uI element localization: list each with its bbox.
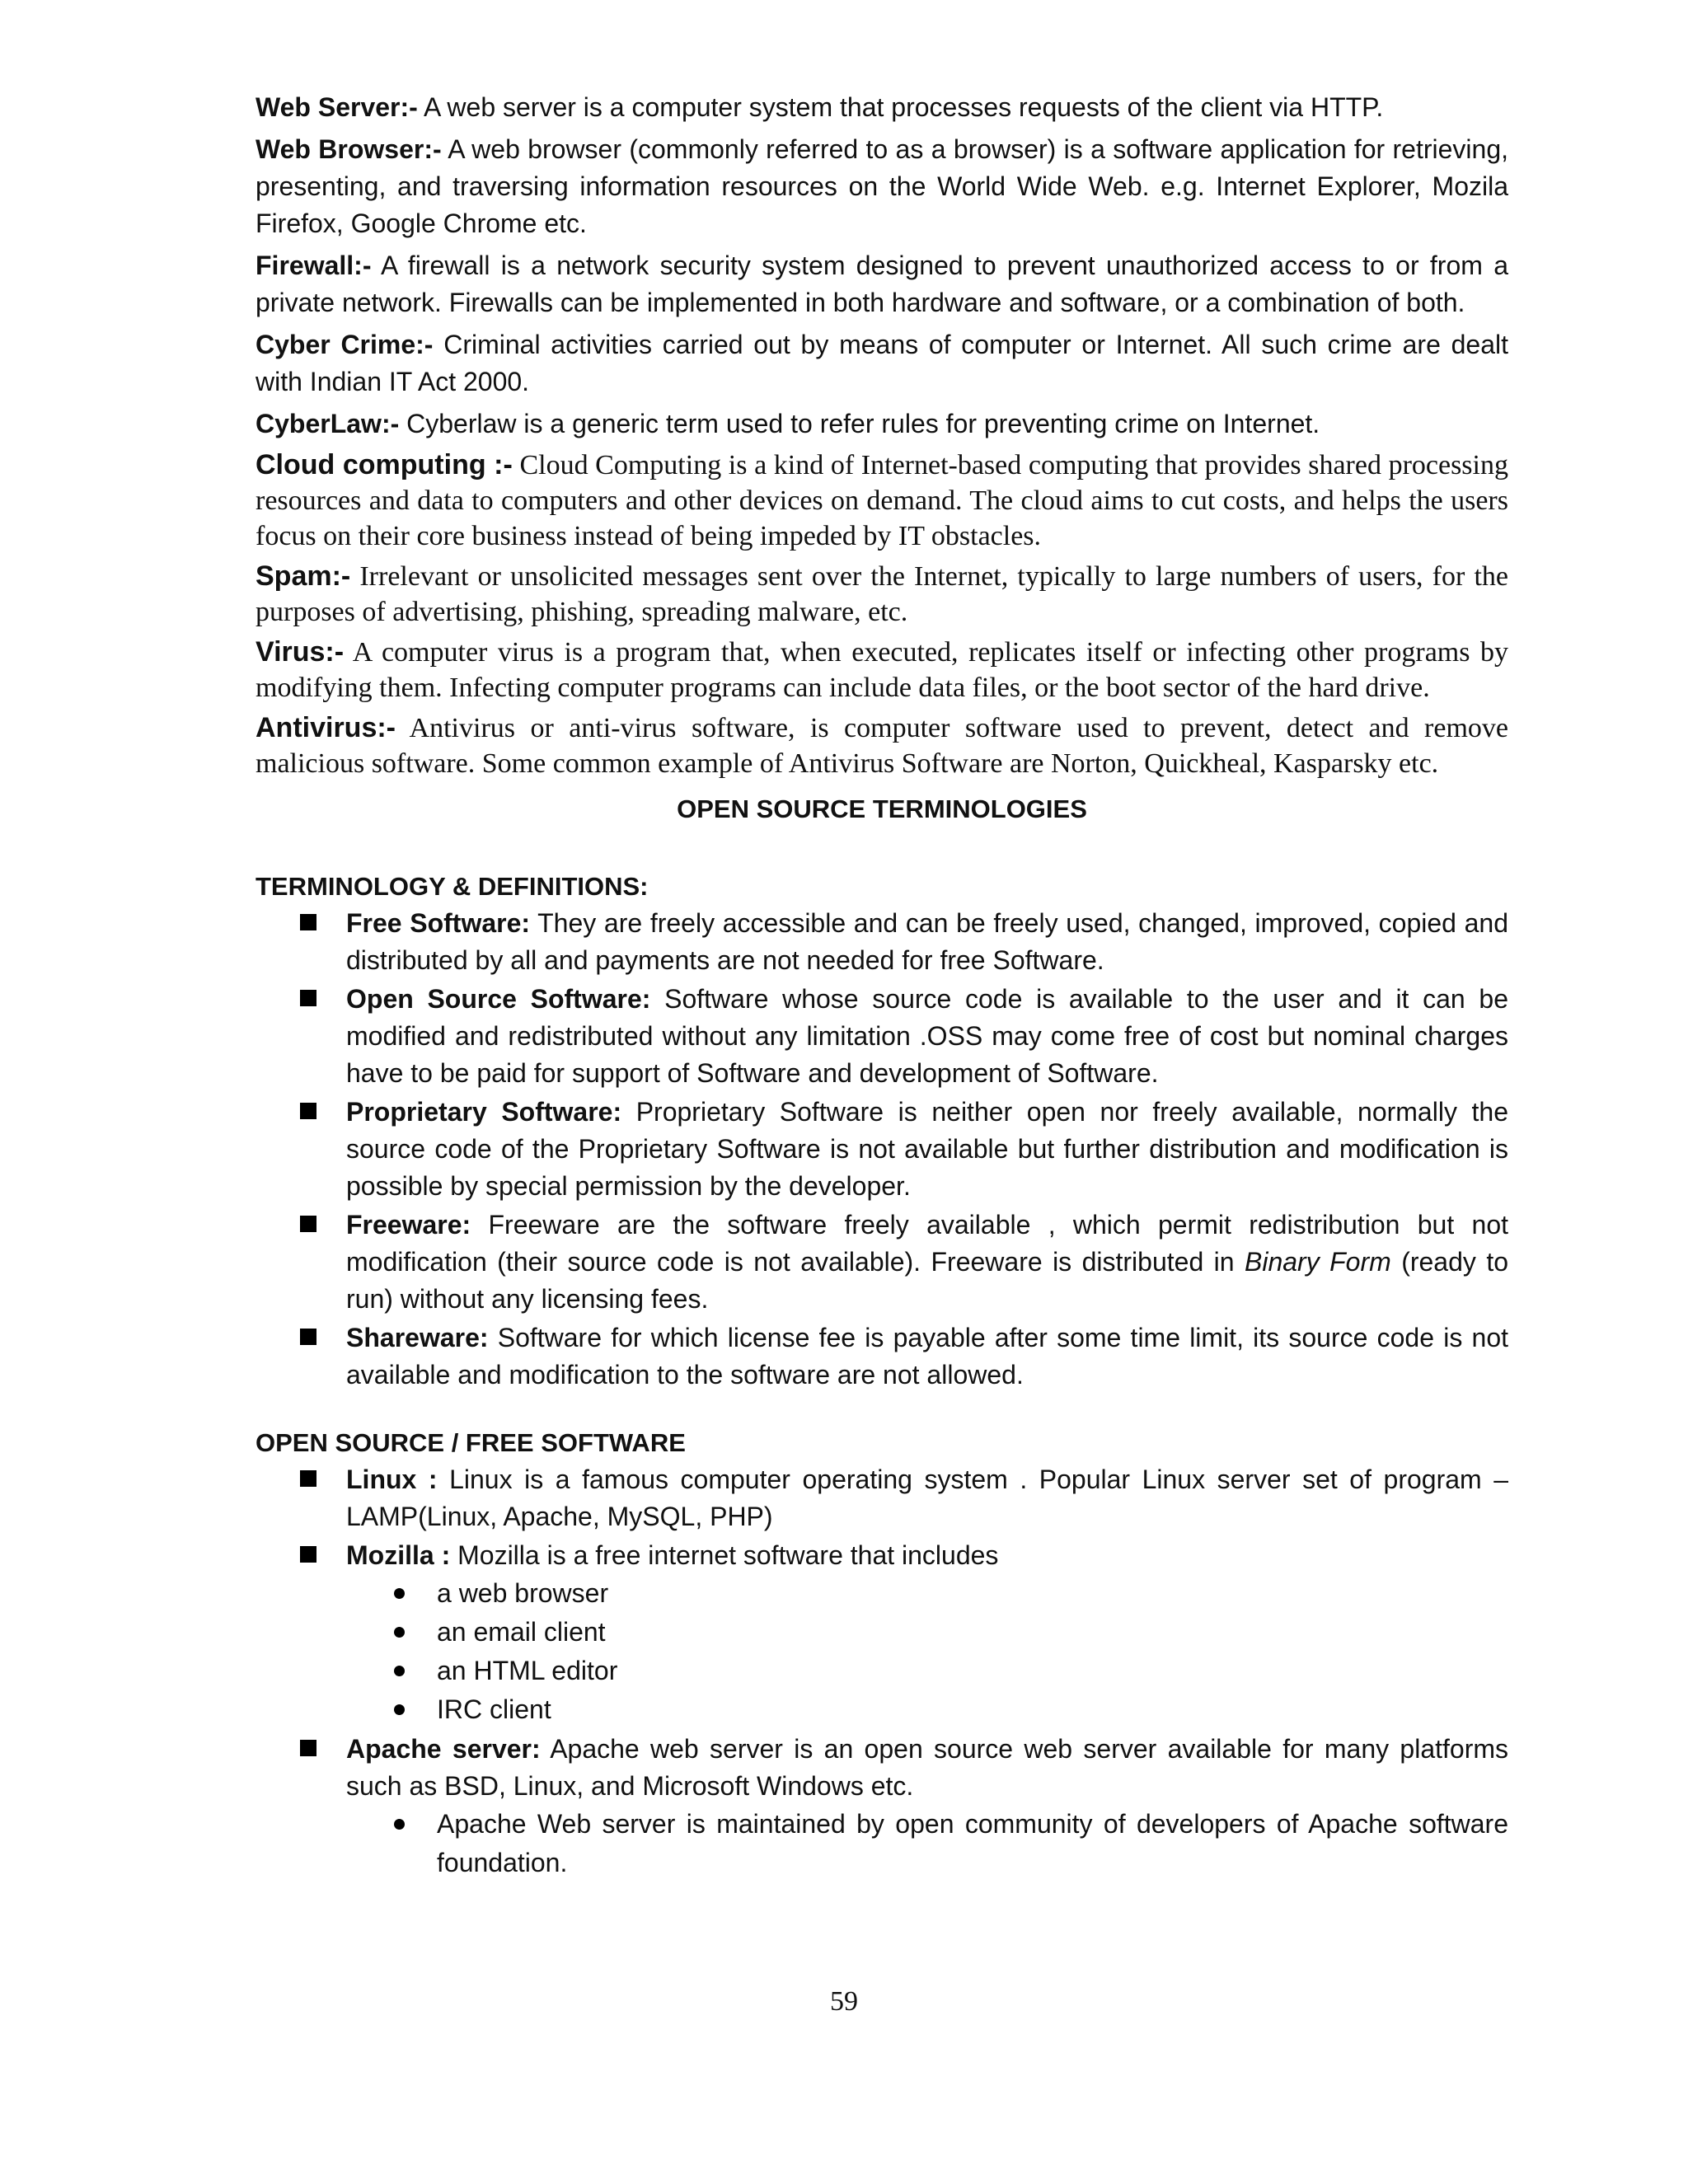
term-label: Shareware: — [346, 1323, 489, 1352]
term-label: Apache server: — [346, 1734, 541, 1764]
sub-item-text: an HTML editor — [437, 1656, 618, 1685]
term-text-after: (ready to run) without any licensing fees. — [346, 1247, 1509, 1314]
dot-bullet-icon — [394, 1819, 405, 1830]
definition-paragraph — [256, 448, 1508, 554]
list-item — [346, 1207, 1508, 1318]
square-bullet-icon — [300, 1740, 316, 1756]
term-label: CyberLaw:- — [256, 409, 400, 438]
square-bullet-icon — [300, 1216, 316, 1232]
oss-heading: OPEN SOURCE / FREE SOFTWARE — [256, 1428, 686, 1457]
term-text: A firewall is a network security system designed to prevent unauthorized access to or from a private network. Firewalls can be implemented in both hardware and software, or a combination of both. — [256, 251, 1508, 317]
mozilla-sublist — [346, 1574, 1508, 1729]
definition-paragraph — [256, 89, 1508, 126]
oss-list — [256, 1461, 1508, 1882]
sub-list-item — [437, 1690, 1508, 1729]
term-text: Software whose source code is available to the user and it can be modified and redistributed without any limitation .OSS may come free of cost but nominal charges have to be paid for support of Software and development of Software. — [346, 984, 1509, 1088]
term-text: Freeware are the software freely available , which permit redistribution but not modification (their source code is not available). Freeware is distributed in — [346, 1210, 1508, 1277]
term-text: Proprietary Software is neither open nor freely available, normally the source code of the Proprietary Software is not available but further distribution and modification is possible by special permission by the developer. — [346, 1097, 1509, 1201]
term-label: Antivirus:- — [256, 712, 396, 743]
list-item — [346, 1319, 1508, 1394]
list-item-mozilla — [346, 1537, 1508, 1729]
dot-bullet-icon — [394, 1704, 405, 1715]
term-label: Proprietary Software: — [346, 1097, 622, 1127]
sub-list-item — [437, 1574, 1508, 1613]
definition-paragraph — [256, 559, 1508, 630]
term-text: A web server is a computer system that processes requests of the client via HTTP. — [417, 92, 1384, 122]
square-bullet-icon — [300, 1546, 316, 1563]
term-text: Antivirus or anti-virus software, is computer software used to prevent, detect and remove malicious software. Some common example of Antivirus Software are Norton, Quickheal, Kasparsky etc. — [256, 713, 1508, 779]
definition-paragraph — [256, 131, 1508, 242]
sub-list-item — [437, 1805, 1508, 1882]
page-number: 59 — [830, 1986, 858, 2017]
sub-item-text: a web browser — [437, 1578, 609, 1608]
term-label: Cloud computing :- — [256, 449, 513, 480]
definition-paragraph — [256, 635, 1508, 705]
term-label: Mozilla : — [346, 1540, 451, 1570]
term-text: Cyberlaw is a generic term used to refer rules for preventing crime on Internet. — [399, 409, 1320, 438]
term-label: Virus:- — [256, 636, 345, 668]
term-label: Open Source Software: — [346, 984, 651, 1014]
list-item-apache — [346, 1731, 1508, 1882]
sub-list-item — [437, 1652, 1508, 1690]
definitions-list — [256, 89, 1508, 781]
sub-list-item — [437, 1613, 1508, 1652]
term-text: Mozilla is a free internet software that includes — [450, 1540, 999, 1570]
list-item — [346, 905, 1508, 979]
sub-item-text: an email client — [437, 1617, 606, 1647]
sub-item-text: IRC client — [437, 1694, 551, 1724]
term-text: They are freely accessible and can be freely used, changed, improved, copied and distributed by all and payments are not needed for free Software. — [346, 908, 1509, 975]
term-text: A computer virus is a program that, when executed, replicates itself or infecting other programs by modifying them. Infecting computer programs can include data files, or the boot sector of the hard drive. — [256, 637, 1508, 703]
term-label: Spam:- — [256, 560, 351, 592]
list-item — [346, 981, 1508, 1092]
definition-paragraph — [256, 710, 1508, 781]
square-bullet-icon — [300, 914, 316, 930]
terminology-heading: TERMINOLOGY & DEFINITIONS: — [256, 872, 649, 901]
dot-bullet-icon — [394, 1627, 405, 1638]
sub-item-text: Apache Web server is maintained by open community of developers of Apache software foundation. — [437, 1809, 1508, 1877]
definition-paragraph — [256, 247, 1508, 321]
terminology-list — [256, 905, 1508, 1394]
term-text: Apache web server is an open source web server available for many platforms such as BSD, Linux, and Microsoft Windows etc. — [346, 1734, 1509, 1801]
term-label: Cyber Crime:- — [256, 330, 434, 359]
term-label: Linux : — [346, 1465, 438, 1494]
dot-bullet-icon — [394, 1588, 405, 1599]
term-text: Cloud Computing is a kind of Internet-based computing that provides shared processing resources and data to computers and other devices on demand. The cloud aims to cut costs, and helps the users focus on their core business instead of being impeded by IT obstacles. — [256, 450, 1508, 551]
apache-sublist — [346, 1805, 1508, 1882]
dot-bullet-icon — [394, 1666, 405, 1676]
page-content — [256, 89, 1508, 1884]
term-label: Web Browser:- — [256, 134, 442, 164]
term-text: Criminal activities carried out by means of computer or Internet. All such crime are dealt with Indian IT Act 2000. — [256, 330, 1509, 396]
definition-paragraph — [256, 326, 1508, 401]
term-label: Freeware: — [346, 1210, 471, 1240]
square-bullet-icon — [300, 1103, 316, 1119]
list-item-linux — [346, 1461, 1508, 1535]
definition-paragraph — [256, 405, 1508, 443]
section-title: OPEN SOURCE TERMINOLOGIES — [677, 794, 1087, 823]
term-text: Software for which license fee is payable after some time limit, its source code is not available and modification to the software are not allowed. — [346, 1323, 1508, 1390]
term-text: Linux is a famous computer operating system . Popular Linux server set of program – LAMP(Linux, Apache, MySQL, PHP) — [346, 1465, 1509, 1531]
square-bullet-icon — [300, 1329, 316, 1345]
square-bullet-icon — [300, 990, 316, 1006]
term-text: A web browser (commonly referred to as a browser) is a software application for retrieving, presenting, and traversing information resources on the World Wide Web. e.g. Internet Explorer, Mozila Firefox, Google Chrome etc. — [256, 134, 1509, 238]
term-text: Irrelevant or unsolicited messages sent over the Internet, typically to large numbers of users, for the purposes of advertising, phishing, spreading malware, etc. — [256, 561, 1508, 627]
square-bullet-icon — [300, 1470, 316, 1487]
term-label: Web Server:- — [256, 92, 418, 122]
list-item — [346, 1094, 1508, 1205]
term-label: Firewall:- — [256, 251, 372, 280]
term-label: Free Software: — [346, 908, 531, 938]
term-emphasis: Binary Form — [1245, 1247, 1391, 1277]
